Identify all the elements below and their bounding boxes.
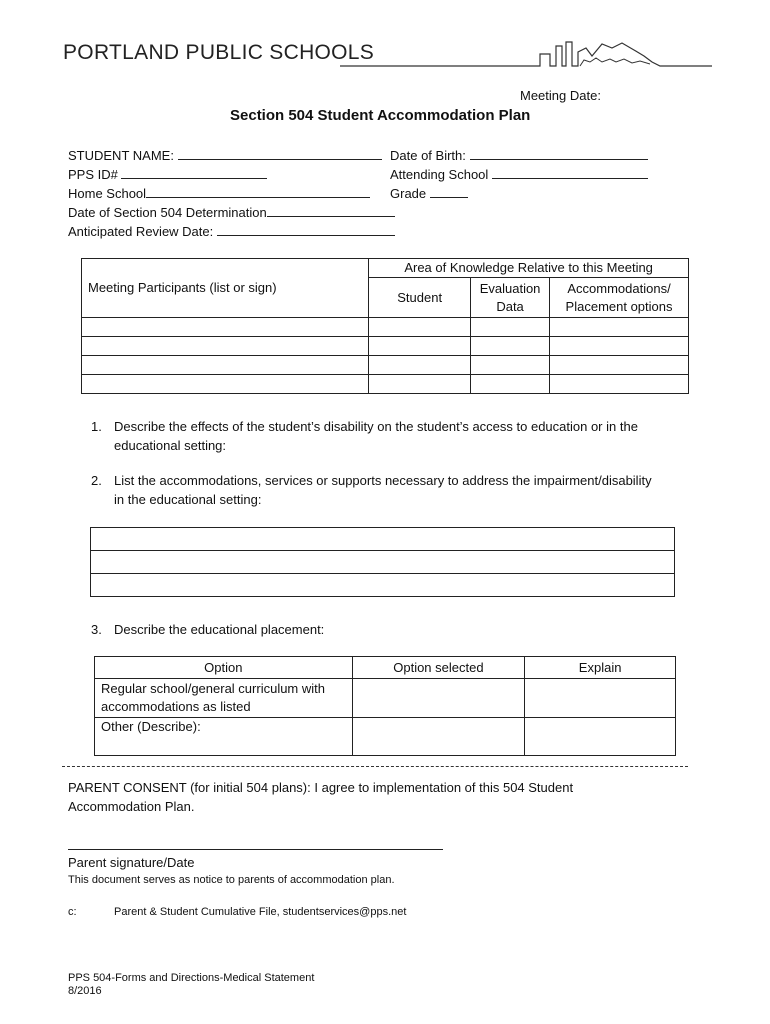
area-header: Area of Knowledge Relative to this Meeting: [369, 259, 689, 278]
student-name-field[interactable]: [68, 146, 382, 165]
dob-label: Date of Birth:: [390, 148, 466, 163]
attending-school-field[interactable]: [390, 165, 648, 184]
cc-text: Parent & Student Cumulative File, studentservices@pps.net: [114, 906, 407, 918]
grade-label: Grade: [390, 186, 427, 201]
participants-table: [81, 258, 689, 394]
attending-school-label: Attending School: [390, 167, 489, 182]
placement-table: [94, 656, 676, 756]
home-school-field[interactable]: [68, 184, 370, 203]
option-col-header: Option: [95, 657, 353, 679]
table-row[interactable]: [82, 318, 689, 337]
table-row[interactable]: [82, 337, 689, 356]
question-3-text: Describe the educational placement:: [114, 622, 325, 637]
question-2-number: 2.: [91, 473, 102, 488]
divider: [62, 766, 688, 767]
evaluation-col-header: Evaluation Data: [471, 278, 550, 318]
table-row[interactable]: [91, 574, 675, 597]
parent-signature-label: Parent signature/Date: [68, 855, 195, 870]
meeting-date-label: Meeting Date:: [520, 88, 601, 103]
table-row[interactable]: [82, 356, 689, 375]
option-selected-cell[interactable]: [352, 718, 525, 756]
explain-cell[interactable]: [525, 718, 676, 756]
org-name: PORTLAND PUBLIC SCHOOLS: [63, 41, 375, 64]
grade-field[interactable]: [390, 184, 468, 203]
explain-cell[interactable]: [525, 679, 676, 718]
explain-col-header: Explain: [525, 657, 676, 679]
accommodations-table: [90, 527, 675, 597]
option-selected-cell[interactable]: [352, 679, 525, 718]
other-option: Other (Describe):: [95, 718, 353, 756]
student-name-label: STUDENT NAME:: [68, 148, 174, 163]
option-selected-col-header: Option selected: [352, 657, 525, 679]
table-row[interactable]: [91, 528, 675, 551]
page-title: Section 504 Student Accommodation Plan: [230, 107, 531, 124]
table-row[interactable]: [91, 551, 675, 574]
question-1-text: Describe the effects of the student’s disability on the student’s access to education or in the educational setting:: [114, 419, 638, 453]
portland-skyline-logo-icon: [340, 40, 720, 75]
footer-form-name: PPS 504-Forms and Directions-Medical Statement: [68, 972, 315, 984]
review-date-field[interactable]: [68, 222, 395, 241]
determination-date-label: Date of Section 504 Determination: [68, 205, 267, 220]
cc-label: c:: [68, 906, 77, 918]
question-3-number: 3.: [91, 622, 102, 637]
parent-consent-text: PARENT CONSENT (for initial 504 plans): I agree to implementation of this 504 Student Accommodation Plan.: [68, 780, 574, 814]
pps-id-field[interactable]: [68, 165, 267, 184]
determination-date-field[interactable]: [68, 203, 395, 222]
question-2-text: List the accommodations, services or supports necessary to address the impairment/disability in the educational setting:: [114, 473, 652, 507]
student-col-header: Student: [369, 278, 471, 318]
table-row[interactable]: [95, 718, 676, 756]
participants-header: Meeting Participants (list or sign): [82, 259, 369, 318]
regular-school-option: Regular school/general curriculum with accommodations as listed: [95, 679, 353, 718]
table-row[interactable]: [95, 679, 676, 718]
table-row[interactable]: [82, 375, 689, 394]
question-1-number: 1.: [91, 419, 102, 434]
home-school-label: Home School: [68, 186, 147, 201]
accommodations-col-header: Accommodations/ Placement options: [550, 278, 689, 318]
review-date-label: Anticipated Review Date:: [68, 224, 214, 239]
dob-field[interactable]: [390, 146, 648, 165]
notice-text: This document serves as notice to parents of accommodation plan.: [68, 874, 395, 886]
signature-line[interactable]: [68, 849, 443, 850]
pps-id-label: PPS ID#: [68, 167, 118, 182]
footer-date: 8/2016: [68, 985, 102, 997]
